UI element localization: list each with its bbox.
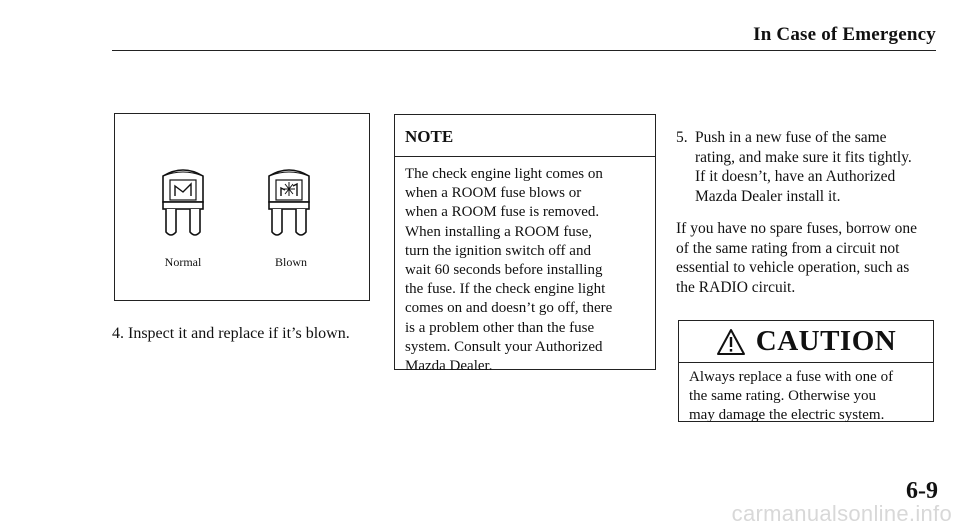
note-line: the fuse. If the check engine light — [405, 281, 606, 298]
caution-line: may damage the electric system. — [689, 407, 885, 424]
watermark: carmanualsonline.info — [731, 501, 952, 526]
caution-label: CAUTION — [755, 325, 897, 357]
fuse-blown-icon — [263, 162, 315, 242]
step-5 — [676, 128, 946, 206]
note-line: system. Consult your Authorized — [405, 338, 603, 355]
spare-line: the RADIO circuit. — [676, 278, 796, 296]
step-5-number: 5. — [676, 129, 688, 146]
note-line: when a ROOM fuse blows or — [405, 185, 582, 202]
fuse-normal-caption: Normal — [164, 255, 202, 269]
step-4-text: 4. Inspect it and replace if it’s blown. — [112, 325, 350, 342]
note-line: When installing a ROOM fuse, — [405, 223, 593, 240]
note-line: when a ROOM fuse is removed. — [405, 204, 600, 221]
note-line: comes on and doesn’t go off, there — [405, 300, 613, 317]
note-line: The check engine light comes on — [405, 166, 603, 182]
step-5-line: Push in a new fuse of the same — [695, 129, 887, 146]
step-5-line: Mazda Dealer install it. — [695, 187, 841, 205]
header-rule — [112, 50, 936, 51]
note-line: wait 60 seconds before installing — [405, 262, 603, 279]
note-title: NOTE — [395, 115, 655, 157]
caution-body — [679, 363, 933, 426]
note-body — [395, 157, 655, 376]
caution-box — [678, 320, 934, 422]
fuse-normal-icon — [157, 162, 209, 242]
step-5-line: rating, and make sure it fits tightly. — [695, 148, 912, 166]
note-line: turn the ignition switch off and — [405, 242, 591, 259]
spare-line: of the same rating from a circuit not — [676, 239, 900, 257]
fuse-blown-caption: Blown — [274, 255, 307, 269]
spare-line: If you have no spare fuses, borrow one — [676, 220, 918, 237]
caution-line: Always replace a fuse with one of — [689, 369, 894, 385]
note-line: is a problem other than the fuse — [405, 319, 595, 336]
note-box — [394, 114, 656, 375]
note-line: Mazda Dealer. — [405, 358, 493, 375]
section-title: In Case of Emergency — [753, 24, 936, 45]
warning-triangle-icon — [716, 328, 746, 356]
caution-header — [679, 321, 933, 363]
spare-fuses-paragraph — [676, 219, 946, 297]
caution-line: the same rating. Otherwise you — [689, 388, 877, 405]
fuse-figure — [114, 113, 370, 301]
page-number: 6-9 — [906, 478, 938, 504]
spare-line: essential to vehicle operation, such as — [676, 259, 910, 277]
step-5-line: If it doesn’t, have an Authorized — [695, 168, 896, 186]
